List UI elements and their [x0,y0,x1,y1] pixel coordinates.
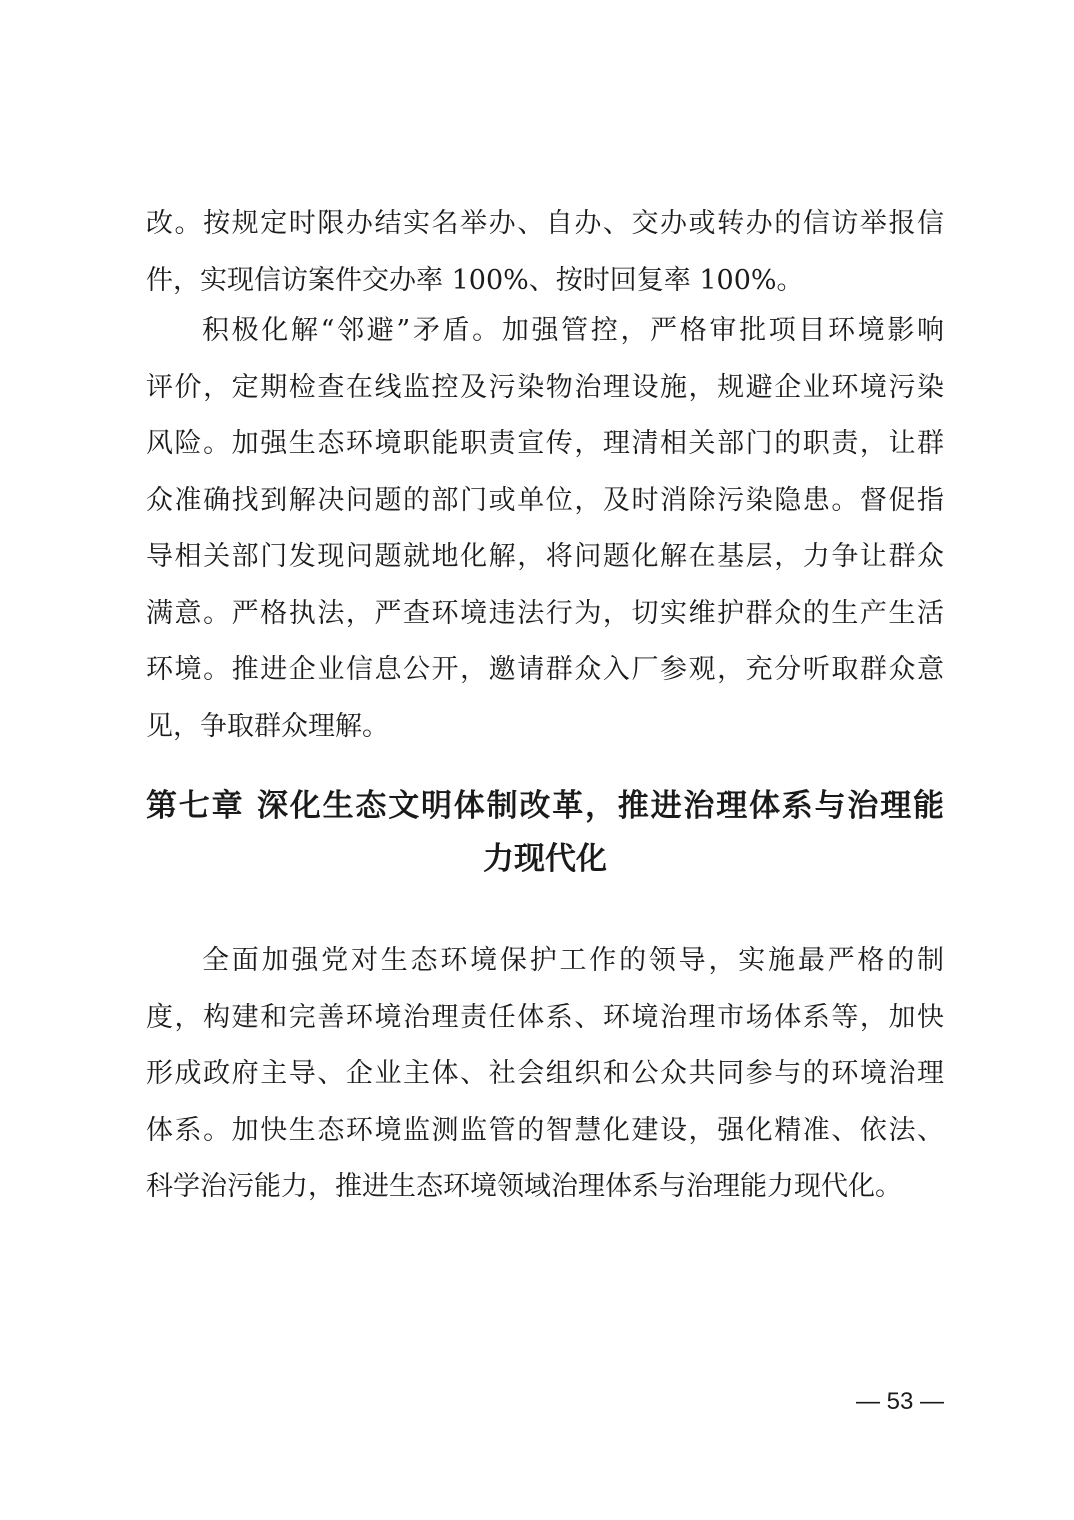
paragraph-line: 见，争取群众理解。 [146,710,389,742]
paragraph-line: 件，实现信访案件交办率 100%、按时回复率 100%。 [146,264,804,296]
chapter-title-line-1: 第七章 深化生态文明体制改革，推进治理体系与治理能 [146,788,944,824]
paragraph-line: 形成政府主导、企业主体、社会组织和公众共同参与的环境治理 [146,1058,944,1089]
paragraph-line: 众准确找到解决问题的部门或单位，及时消除污染隐患。督促指 [146,484,944,516]
page-number: — 53 — [855,1388,944,1415]
paragraph-line: 全面加强党对生态环境保护工作的领导，实施最严格的制 [202,945,944,976]
paragraph-complaint-handling [146,196,944,309]
paragraph-line: 环境。推进企业信息公开，邀请群众入厂参观，充分听取群众意 [146,654,944,685]
paragraph-line: 科学治污能力，推进生态环境领域治理体系与治理能力现代化。 [146,1171,902,1202]
paragraph-line: 改。按规定时限办结实名举办、自办、交办或转办的信访举报信 [146,208,944,239]
paragraph-line: 积极化解“邻避”矛盾。加强管控，严格审批项目环境影响 [202,315,944,346]
paragraph-nimby-resolution [146,303,944,755]
paragraph-line: 导相关部门发现问题就地化解，将问题化解在基层，力争让群众 [146,541,944,572]
chapter-title-line-2: 力现代化 [483,841,607,877]
paragraph-line: 度，构建和完善环境治理责任体系、环境治理市场体系等，加快 [146,1001,944,1033]
paragraph-line: 满意。严格执法，严查环境违法行为，切实维护群众的生产生活 [146,597,944,629]
chapter-title [146,780,944,886]
paragraph-governance-system [146,933,944,1216]
paragraph-line: 体系。加快生态环境监测监管的智慧化建设，强化精准、依法、 [146,1114,944,1146]
paragraph-line: 风险。加强生态环境职能职责宣传，理清相关部门的职责，让群 [146,428,944,459]
paragraph-line: 评价，定期检查在线监控及污染物治理设施，规避企业环境污染 [146,371,944,403]
